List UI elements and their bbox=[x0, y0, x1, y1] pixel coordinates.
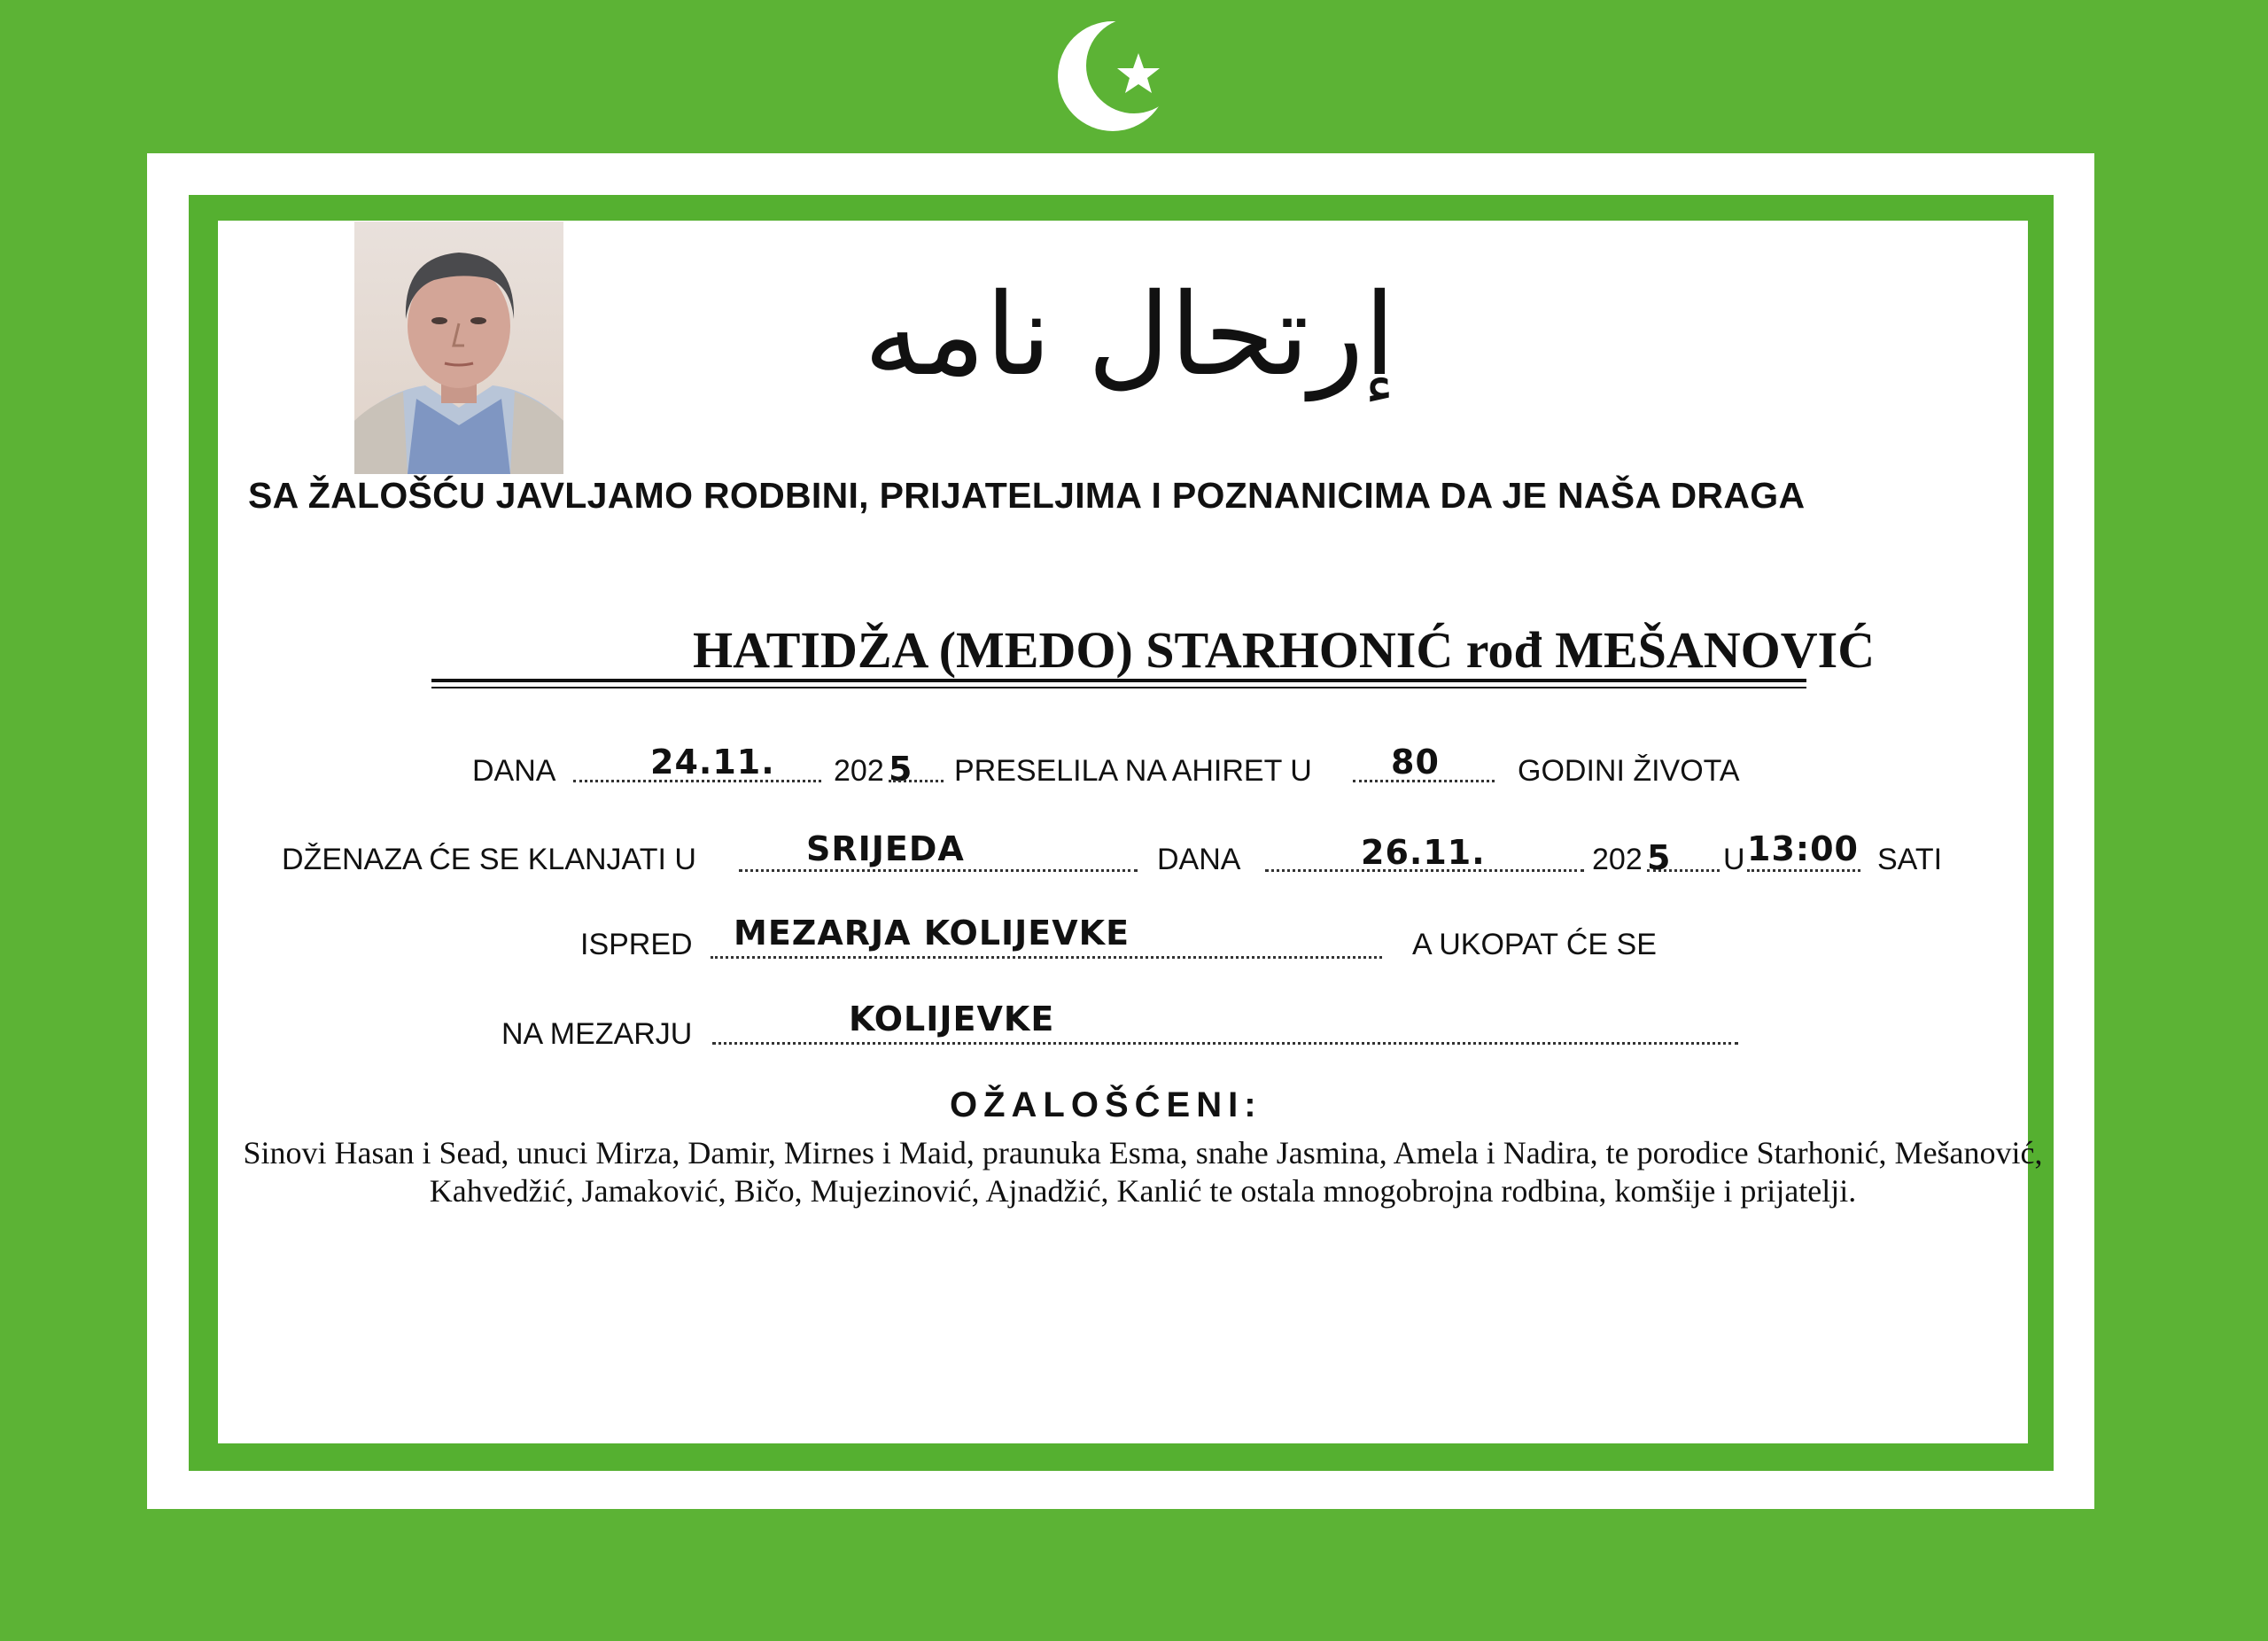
mourners-text: Sinovi Hasan i Sead, unuci Mirza, Damir, Mirnes i Maid, praunuka Esma, snahe Jasmina, Amela i Nadira, te porodice Starhonić, Mešanović, Kahvedžić, Jamaković, Bičo, Mujezinović, Ajnadžić, Kanlić te ostala mnogobrojna rodbina, komšije i prijatelji. bbox=[243, 1135, 2043, 1209]
dotted-line bbox=[739, 869, 1138, 872]
label-sati: SATI bbox=[1877, 843, 1943, 876]
funeral-date: 26.11. bbox=[1361, 833, 1486, 872]
dotted-line bbox=[711, 956, 1382, 959]
arabic-title: إرتحال نامه bbox=[863, 268, 1396, 401]
dotted-line bbox=[1647, 869, 1720, 872]
name-underline-bottom bbox=[431, 687, 1806, 688]
name-underline-top bbox=[431, 679, 1806, 682]
deceased-name: HATIDŽA (MEDO) STARHONIĆ rođ MEŠANOVIĆ bbox=[693, 621, 1876, 679]
label-preselila: PRESELILA NA AHIRET U bbox=[954, 754, 1312, 788]
funeral-weekday: SRIJEDA bbox=[806, 829, 965, 868]
label-ukopat: A UKOPAT ĆE SE bbox=[1412, 928, 1657, 961]
dotted-line bbox=[889, 780, 944, 782]
label-godini: GODINI ŽIVOTA bbox=[1518, 754, 1740, 788]
crescent-star-icon bbox=[1052, 12, 1185, 136]
label-dana-2: DANA bbox=[1157, 843, 1241, 876]
funeral-time: 13:00 bbox=[1747, 829, 1859, 868]
dotted-line bbox=[712, 1042, 1738, 1045]
label-na-mezarju: NA MEZARJU bbox=[501, 1017, 693, 1051]
cemetery-name: KOLIJEVKE bbox=[849, 999, 1055, 1038]
year-prefix: 202 bbox=[834, 754, 884, 788]
year-suffix-2: 5 bbox=[1647, 838, 1672, 877]
label-dana: DANA bbox=[472, 754, 556, 788]
label-ispred: ISPRED bbox=[580, 928, 693, 961]
death-date: 24.11. bbox=[650, 743, 775, 782]
label-dzenaza: DŽENAZA ĆE SE KLANJATI U bbox=[282, 843, 696, 876]
mourners-heading: OŽALOŠĆENI: bbox=[950, 1085, 1262, 1124]
label-u: U bbox=[1723, 843, 1745, 876]
portrait-photo bbox=[354, 222, 563, 474]
intro-text: SA ŽALOŠĆU JAVLJAMO RODBINI, PRIJATELJIMA I POZNANICIMA DA JE NAŠA DRAGA bbox=[248, 475, 1806, 516]
dotted-line bbox=[1747, 869, 1860, 872]
year-suffix: 5 bbox=[889, 750, 913, 789]
prayer-place: MEZARJA KOLIJEVKE bbox=[734, 914, 1130, 953]
year-prefix-2: 202 bbox=[1592, 843, 1643, 876]
age: 80 bbox=[1391, 743, 1440, 782]
